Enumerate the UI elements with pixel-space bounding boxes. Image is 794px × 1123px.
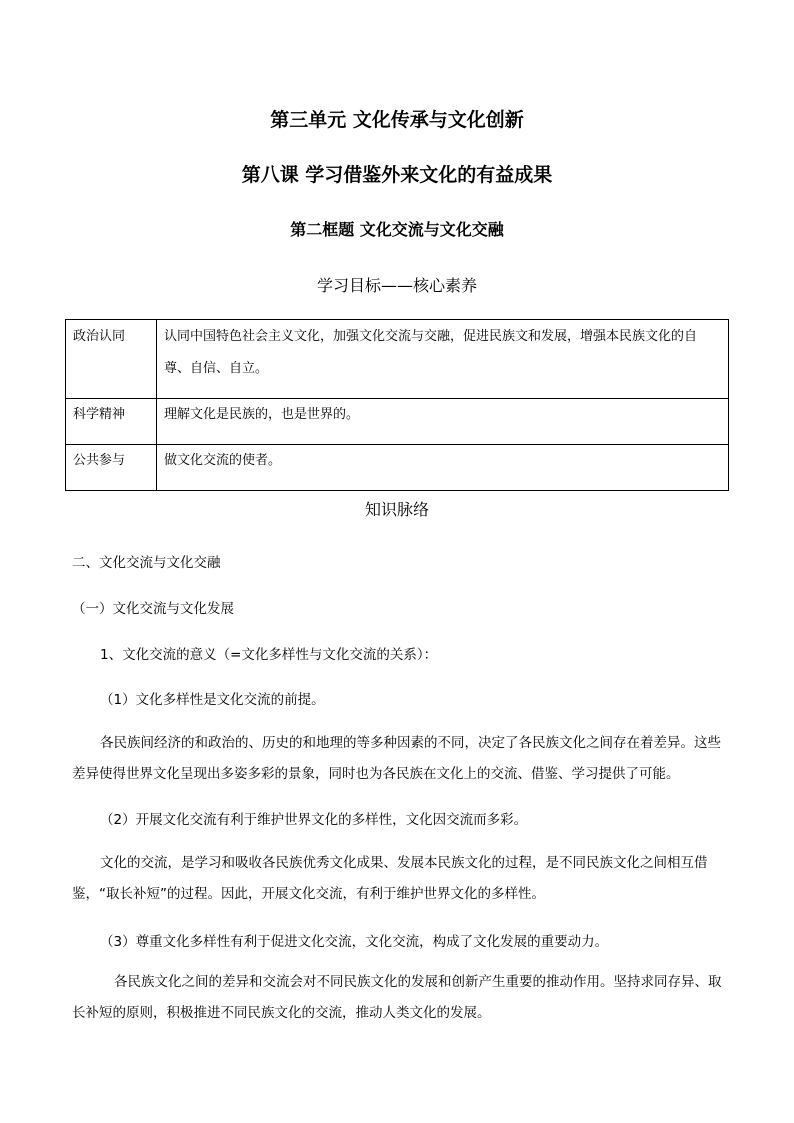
core-literacy-table (65, 319, 729, 491)
paragraph: 各民族文化之间的差异和交流会对不同民族文化的发展和创新产生重要的推动作用。坚持求同存异、取长补短的原则，积极推进不同民族文化的交流，推动人类文化的发展。 (72, 974, 722, 1021)
lesson-title: 第八课 学习借鉴外来文化的有益成果 (241, 164, 553, 186)
unit-title: 第三单元 文化传承与文化创新 (270, 109, 524, 131)
row-content: 认同中国特色社会主义文化，加强文化交流与交融，促进民族文和发展，增强本民族文化的自尊、自信、自立。 (157, 320, 729, 399)
knowledge-heading: 知识脉络 (364, 500, 429, 519)
point-heading: （1）文化多样性是文化交流的前提。 (100, 692, 325, 708)
table-row (66, 320, 729, 399)
subsection-heading: （一）文化交流与文化发展 (72, 601, 234, 617)
section-heading: 二、文化交流与文化交融 (72, 555, 221, 571)
paragraph: 各民族间经济的和政治的、历史的和地理的等多种因素的不同，决定了各民族文化之间存在着差异。这些差异使得世界文化呈现出多姿多彩的景象，同时也为各民族在文化上的交流、借鉴、学习提供了可能。 (72, 735, 721, 782)
row-content: 做文化交流的使者。 (157, 445, 729, 491)
topic-title: 第二框题 文化交流与文化交融 (290, 220, 504, 239)
row-label: 科学精神 (66, 399, 157, 445)
row-label: 政治认同 (66, 320, 157, 399)
point-heading: （2）开展文化交流有利于维护世界文化的多样性，文化因交流而多彩。 (100, 812, 528, 828)
row-label: 公共参与 (66, 445, 157, 491)
goals-heading: 学习目标——核心素养 (316, 276, 477, 295)
table-row (66, 445, 729, 491)
point-heading: （3）尊重文化多样性有利于促进文化交流，文化交流，构成了文化发展的重要动力。 (100, 934, 609, 950)
paragraph: 文化的交流，是学习和吸收各民族优秀文化成果、发展本民族文化的过程，是不同民族文化之间相互借鉴，“取长补短”的过程。因此，开展文化交流，有利于维护世界文化的多样性。 (72, 855, 708, 902)
table-row (66, 399, 729, 445)
item-heading: 1、文化交流的意义（=文化多样性与文化交流的关系）： (100, 647, 438, 663)
row-content: 理解文化是民族的，也是世界的。 (157, 399, 729, 445)
